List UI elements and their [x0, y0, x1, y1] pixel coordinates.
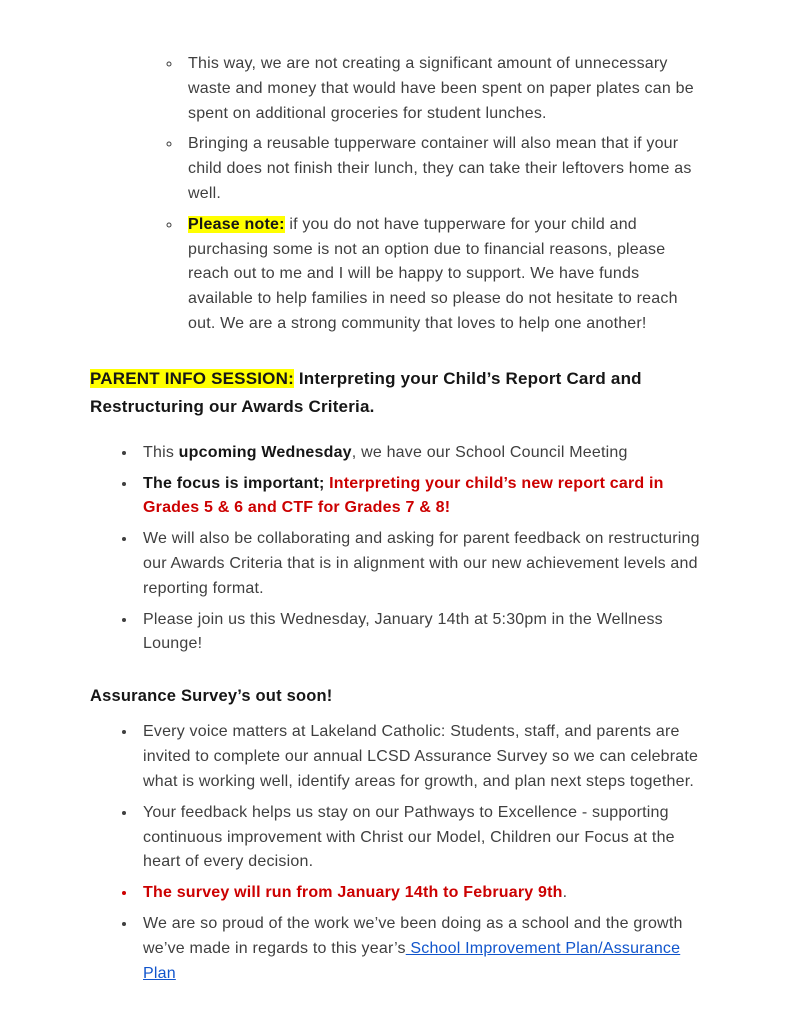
list-item	[182, 213, 703, 337]
text-segment: upcoming Wednesday	[178, 443, 352, 461]
list-item	[182, 132, 703, 206]
list-item	[137, 527, 703, 601]
text-segment: The focus is important;	[143, 474, 330, 492]
list-item	[137, 441, 703, 466]
list-item	[137, 801, 703, 875]
text-segment: Assurance Survey’s out soon!	[90, 687, 333, 706]
text-segment: , we have our School Council Meeting	[351, 443, 628, 461]
list-item	[137, 608, 703, 658]
text-segment: Bringing a reusable tupperware container will also mean that if your child does not finish their lunch, they can take their leftovers home as well.	[188, 135, 692, 202]
list-item	[137, 720, 703, 794]
text-segment: .	[562, 884, 568, 902]
text-segment: We are so proud of the work we’ve been doing as a school and the growth we’ve made in regards to this year’s	[143, 915, 683, 957]
text-segment: We will also be collaborating and asking for parent feedback on restructuring our Awards Criteria that is in alignment with our new achievement levels and reporting format.	[143, 530, 700, 597]
text-segment: Every voice matters at Lakeland Catholic: Students, staff, and parents are invited to complete our annual LCSD Assurance Survey so we can celebrate what is working well, identify areas for growth, and plan next steps together.	[143, 723, 699, 791]
assurance-survey-list	[90, 720, 703, 986]
parent-info-session-list	[90, 441, 703, 657]
list-item	[182, 52, 703, 126]
list-item	[137, 912, 703, 986]
text-segment: Your feedback helps us stay on our Pathways to Excellence - supporting continuous improvement with Christ our Model, Children our Focus at the heart of every decision.	[143, 803, 675, 871]
list-item	[137, 881, 703, 906]
list-item	[137, 472, 703, 522]
assurance-survey-heading	[90, 683, 703, 710]
text-segment: Please note:	[188, 215, 285, 233]
school-improvement-plan-link[interactable]: School Improvement Plan/Assurance Plan	[143, 939, 681, 982]
text-segment: PARENT INFO SESSION:	[90, 368, 294, 388]
text-segment: Interpreting your child’s new report card in Grades 5 & 6 and CTF for Grades 7 & 8!	[143, 474, 664, 517]
tupperware-note-list	[90, 52, 703, 337]
parent-info-session-heading	[90, 365, 650, 421]
text-segment: This way, we are not creating a significant amount of unnecessary waste and money that would have been spent on paper plates can be spent on additional groceries for student lunches.	[188, 55, 694, 122]
text-segment: This	[143, 443, 179, 461]
text-segment: Please join us this Wednesday, January 14th at 5:30pm in the Wellness Lounge!	[143, 610, 663, 653]
text-segment: The survey will run from January 14th to February 9th	[143, 884, 563, 902]
text-segment: Interpreting your Child’s Report Card and Restructuring our Awards Criteria.	[90, 368, 642, 416]
text-segment: if you do not have tupperware for your child and purchasing some is not an option due to financial reasons, please reach out to me and I will be happy to support. We have funds available to help families in need so please do not hesitate to reach out. We are a strong community that loves to help one another!	[188, 215, 678, 332]
